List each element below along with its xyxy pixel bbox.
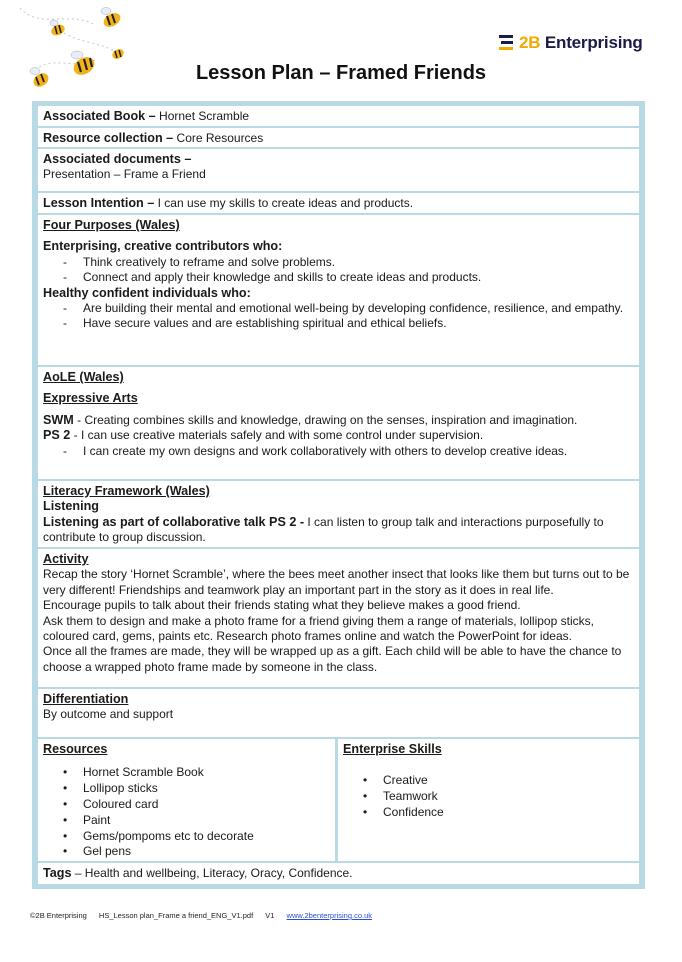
associated-book-value: Hornet Scramble [159, 109, 250, 123]
list-item: • Coloured card [83, 797, 330, 813]
footer-website-link[interactable]: www.2benterprising.co.uk [286, 911, 373, 920]
four-purposes-group1-list [43, 255, 634, 286]
four-purposes-group2-list [43, 301, 634, 332]
activity-paragraph: Encourage pupils to talk about their friends stating what they believe makes a good friend. [43, 598, 521, 613]
lesson-intention-row [38, 193, 639, 213]
resources-heading: Resources [43, 742, 108, 756]
footer-filename: HS_Lesson plan_Frame a friend_ENG_V1.pdf [98, 911, 254, 920]
resources-section [38, 739, 335, 861]
associated-documents-row [38, 149, 639, 191]
differentiation-text: By outcome and support [43, 707, 174, 722]
aole-subheading: Expressive Arts [43, 391, 138, 406]
list-item: - Think creatively to reframe and solve problems. [83, 255, 634, 270]
literacy-sub1: Listening [43, 499, 99, 514]
tags-label: Tags [43, 866, 72, 880]
logo-name: Enterprising [544, 33, 643, 52]
aole-section [38, 367, 639, 479]
brand-logo [497, 29, 643, 57]
enterprise-skills-section [338, 739, 639, 861]
enterprise-skills-list [343, 773, 634, 820]
resources-list [43, 765, 330, 860]
aole-ps2: PS 2 - I can use creative materials safely and with some control under supervision. [43, 428, 484, 443]
differentiation-heading: Differentiation [43, 692, 129, 706]
list-item: • Teamwork [383, 789, 634, 805]
aole-heading: AoLE (Wales) [43, 370, 124, 384]
tags-row [38, 863, 639, 884]
activity-paragraph: Recap the story ‘Hornet Scramble’, where the bees meet another insect that looks like them but turns out to be very different! Friendships and teamwork play an important part in the story as it does in real life. [43, 567, 630, 597]
lesson-intention-value: I can use my skills to create ideas and products. [157, 196, 414, 210]
four-purposes-group2-title: Healthy confident individuals who: [43, 285, 251, 300]
associated-book-row [38, 106, 639, 126]
activity-paragraph: Once all the frames are made, they will be wrapped up as a gift. Each child will be able to have the chance to choose a wrapped photo frame made by someone in the class. [43, 644, 622, 674]
list-item: • Gems/pompoms etc to decorate [83, 829, 330, 845]
list-item: • Paint [83, 813, 330, 829]
list-item: • Creative [383, 773, 634, 789]
logo-number: 2B [519, 33, 541, 52]
enterprise-skills-heading: Enterprise Skills [343, 742, 442, 756]
page-footer [30, 911, 372, 920]
lesson-plan-table [32, 101, 645, 889]
page-title: Lesson Plan – Framed Friends [195, 62, 487, 84]
associated-documents-value: Presentation – Frame a Friend [43, 167, 206, 182]
footer-version: V1 [265, 911, 275, 920]
resource-collection-row [38, 128, 639, 147]
aole-ps2-list [43, 444, 634, 459]
lesson-intention-label: Lesson Intention – [43, 196, 155, 210]
footer-copyright: ©2B Enterprising [30, 911, 87, 920]
associated-documents-label: Associated documents – [43, 152, 192, 166]
list-item: - Connect and apply their knowledge and skills to create ideas and products. [83, 270, 634, 285]
associated-book-label: Associated Book – [43, 109, 156, 123]
resource-collection-label: Resource collection – [43, 131, 174, 145]
resource-collection-value: Core Resources [176, 131, 264, 145]
four-purposes-group1-title: Enterprising, creative contributors who: [43, 239, 283, 254]
aole-swm: SWM - Creating combines skills and knowledge, drawing on the senses, inspiration and imagination. [43, 412, 578, 427]
literacy-sub2: Listening as part of collaborative talk PS 2 - I can listen to group talk and interactions purposefully to contribute to group discussion. [43, 514, 604, 545]
four-purposes-heading: Four Purposes (Wales) [43, 218, 180, 232]
four-purposes-section [38, 215, 639, 365]
list-item: • Gel pens [83, 844, 330, 860]
literacy-heading: Literacy Framework (Wales) [43, 484, 210, 498]
literacy-section [38, 481, 639, 547]
logo-bee-icon [497, 31, 517, 55]
list-item: • Confidence [383, 805, 634, 821]
activity-heading: Activity [43, 552, 89, 566]
bee-illustration [0, 0, 140, 100]
activity-section [38, 549, 639, 687]
list-item: - Are building their mental and emotional well-being by developing confidence, resilience, and empathy. [83, 301, 634, 316]
list-item: • Lollipop sticks [83, 781, 330, 797]
list-item: - I can create my own designs and work collaboratively with others to develop creative ideas. [83, 444, 634, 459]
differentiation-section [38, 689, 639, 737]
activity-paragraph: Ask them to design and make a photo frame for a friend giving them a range of materials, lollipop sticks, coloured card, gems, paints etc. Research photo frames online and watch the PowerPoint for ideas. [43, 613, 594, 644]
list-item: - Have secure values and are establishing spiritual and ethical beliefs. [83, 316, 634, 331]
list-item: • Hornet Scramble Book [83, 765, 330, 781]
tags-text: – Health and wellbeing, Literacy, Oracy, Confidence. [71, 866, 353, 880]
